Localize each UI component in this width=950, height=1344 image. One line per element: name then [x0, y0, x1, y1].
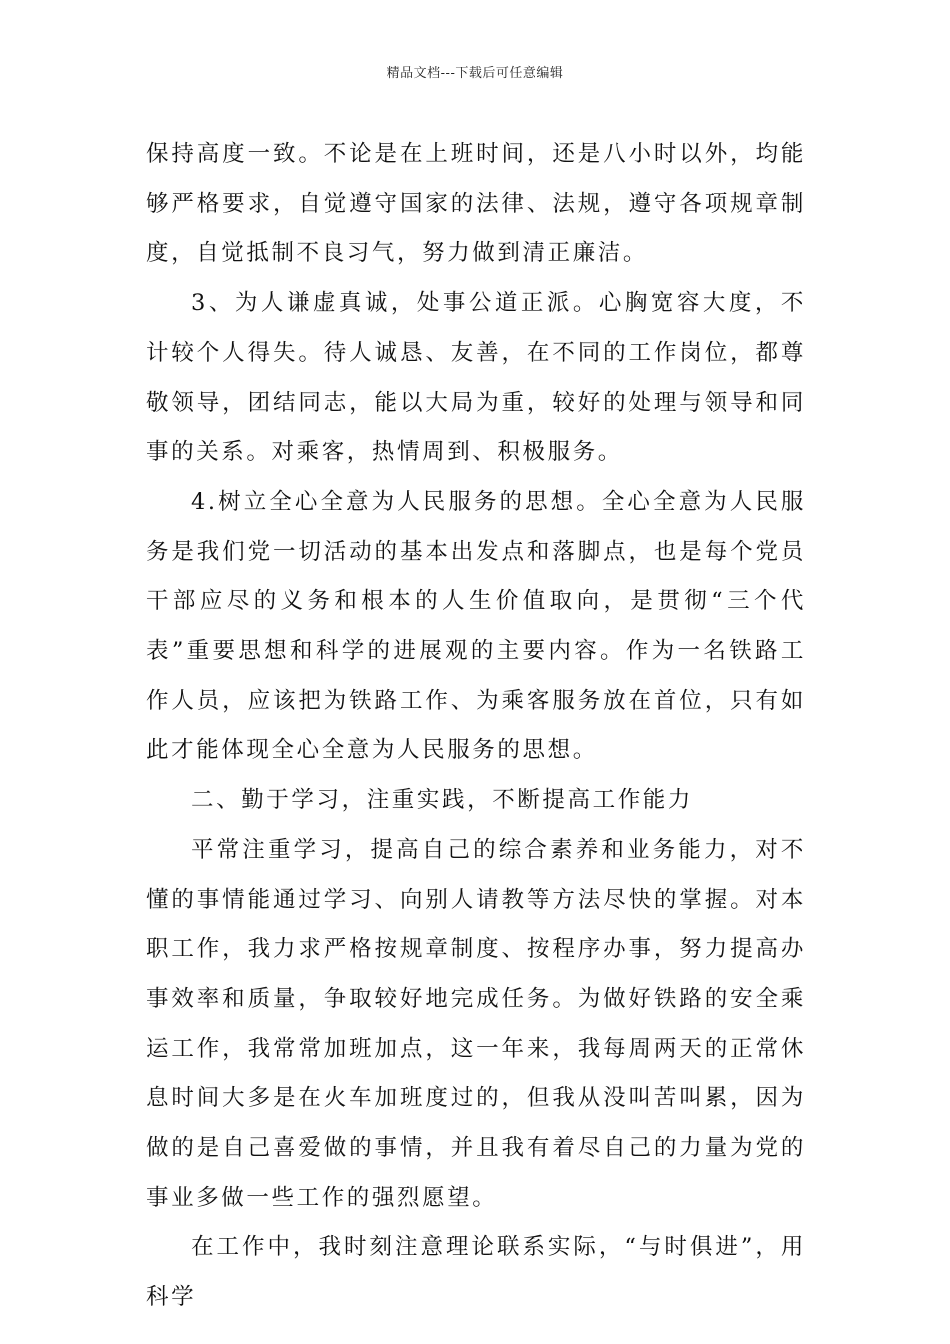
document-body — [146, 130, 806, 1323]
paragraph-point-3: 3、为人谦虚真诚，处事公道正派。心胸宽容大度，不计较个人得失。待人诚恳、友善，在不同的工作岗位，都尊敬领导，团结同志，能以大局为重，较好的处理与领导和同事的关系。对乘客，热情周到、积极服务。 — [146, 290, 806, 466]
paragraph-work-practice: 在工作中，我时刻注意理论联系实际，“与时俱进”，用科学 — [146, 1234, 806, 1311]
section-heading: 二、勤于学习，注重实践，不断提高工作能力 — [191, 787, 694, 814]
paragraph-study: 平常注重学习，提高自己的综合素养和业务能力，对不懂的事情能通过学习、向别人请教等方法尽快的掌握。对本职工作，我力求严格按规章制度、按程序办事，努力提高办事效率和质量，争取较好地完成任务。为做好铁路的安全乘运工作，我常常加班加点，这一年来，我每周两天的正常休息时间大多是在火车加班度过的，但我从没叫苦叫累，因为做的是自己喜爱做的事情，并且我有着尽自己的力量为党的事业多做一些工作的强烈愿望。 — [146, 836, 806, 1211]
page-header: 精品文档---下载后可任意编辑 — [386, 66, 564, 81]
paragraph-continuation: 保持高度一致。不论是在上班时间，还是八小时以外，均能够严格要求，自觉遵守国家的法律、法规，遵守各项规章制度，自觉抵制不良习气，努力做到清正廉洁。 — [146, 141, 806, 267]
paragraph-point-4: 4.树立全心全意为人民服务的思想。全心全意为人民服务是我们党一切活动的基本出发点和落脚点，也是每个党员干部应尽的义务和根本的人生价值取向，是贯彻“三个代表”重要思想和科学的进展观的主要内容。作为一名铁路工作人员，应该把为铁路工作、为乘客服务放在首位，只有如此才能体现全心全意为人民服务的思想。 — [146, 488, 806, 764]
